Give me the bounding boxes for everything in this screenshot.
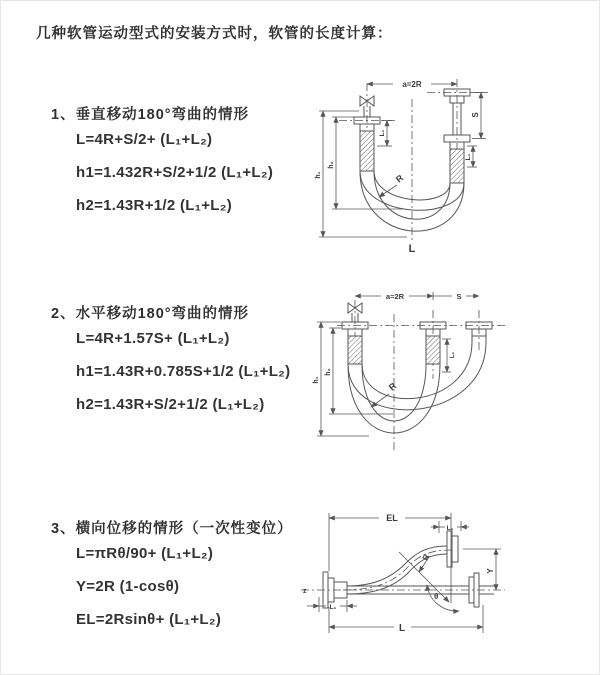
diagram-vertical-bend (309, 69, 591, 261)
dim-label-a2r: a=2R (402, 80, 422, 89)
dim-label-l1: L₁ (450, 351, 456, 359)
dim-label-y: Y (486, 568, 495, 574)
page-title: 几种软管运动型式的安装方式时，软管的长度计算： (36, 26, 393, 42)
dimension-lines (317, 292, 479, 436)
right-pipe-flange (444, 89, 470, 183)
section2-formula-L: L=4R+1.57S+ (L₁+L₂) (76, 330, 230, 347)
section3-heading: 3、横向位移的情形（一次性变位） (51, 521, 293, 537)
diagram-horizontal-bend (309, 284, 591, 462)
radius-label: R (386, 380, 399, 393)
s-curve-hose (347, 546, 447, 594)
hose-loops (348, 342, 486, 433)
section3-formula-Y: Y=2R (1-cosθ) (76, 578, 180, 595)
radius-label: R (420, 552, 432, 562)
section3-formula-L: L=πRθ/90+ (L₁+L₂) (76, 545, 214, 562)
left-pipe-flange (354, 117, 380, 171)
section2-formula-h1: h1=1.43R+0.785S+1/2 (L₁+L₂) (76, 363, 291, 380)
dim-label-h1: h₁ (313, 376, 320, 384)
section1-heading: 1、垂直移动180°弯曲的情形 (51, 107, 250, 123)
dim-label-a2r: a=2R (385, 292, 405, 301)
section2-heading: 2、水平移动180°弯曲的情形 (51, 306, 250, 322)
dim-label-h2: h₂ (328, 161, 335, 169)
upper-right-flange (447, 531, 458, 567)
diagram-lateral-displacement (299, 505, 511, 647)
radius-label: R (393, 172, 406, 185)
length-label: L (398, 623, 406, 634)
section1-formula-h2: h2=1.43R+1/2 (L₁+L₂) (76, 197, 233, 214)
dim-label-h2: h₂ (325, 368, 332, 376)
dim-label-l1-right: L₁ (465, 153, 472, 161)
dim-label-s: S (471, 112, 480, 118)
dimension-lines (307, 513, 501, 633)
length-label: L (408, 243, 416, 255)
dim-label-s: S (456, 292, 462, 301)
dim-label-h1: h₁ (315, 171, 322, 179)
centerline-z-mark: z (303, 588, 307, 595)
section1-formula-L: L=4R+S/2+ (L₁+L₂) (76, 131, 213, 148)
angle-theta-label: θ (434, 592, 439, 601)
dim-label-l1-bottom: L₁ (329, 604, 337, 611)
section1-formula-h1: h1=1.432R+S/2+1/2 (L₁+L₂) (76, 164, 274, 181)
dim-label-el: EL (386, 513, 398, 523)
section2-formula-h2: h2=1.43R+S/2+1/2 (L₁+L₂) (76, 396, 265, 413)
dim-label-l1-left: L₁ (379, 129, 386, 137)
section3-formula-EL: EL=2Rsinθ+ (L₁+L₂) (76, 611, 222, 628)
dim-label-l1-top: L₁ (446, 525, 454, 532)
